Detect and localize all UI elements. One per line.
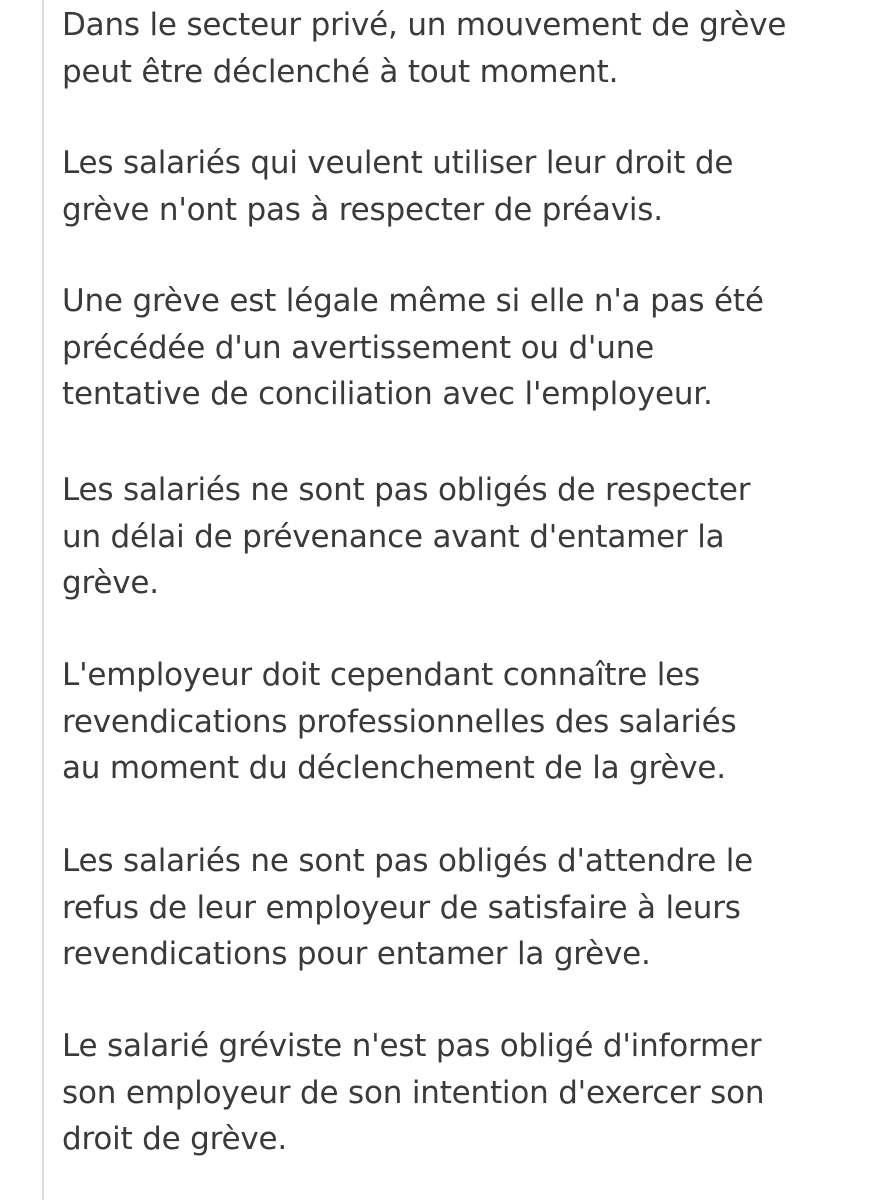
paragraph-no-notice [62,140,733,233]
text-line: son employeur de son intention d'exercer son [62,1074,765,1111]
text-line: revendications professionnelles des salariés [62,703,737,740]
text-line: Les salariés ne sont pas obligés de respecter [62,472,751,508]
left-border-rule [42,0,44,1200]
paragraph-no-delay [62,467,750,607]
text-line: L'employeur doit cependant connaître les [62,657,700,693]
paragraph-no-inform [62,1023,764,1163]
text-line: précédée d'un avertissement ou d'une [62,329,655,366]
text-line: au moment du déclenchement de la grève. [62,750,726,786]
text-line: Le salarié gréviste n'est pas obligé d'informer [62,1028,762,1064]
paragraph-no-wait-refusal [62,838,753,978]
text-line: grève n'ont pas à respecter de préavis. [62,191,663,228]
text-line: peut être déclenché à tout moment. [62,53,619,90]
text-line: Dans le secteur privé, un mouvement de grève [62,7,787,43]
paragraph-legal-strike [62,278,764,418]
text-line: refus de leur employeur de satisfaire à leurs [62,889,741,926]
text-line: grève. [62,565,159,601]
text-line: Les salariés ne sont pas obligés d'attendre le [62,843,754,879]
text-line: droit de grève. [62,1121,288,1157]
text-line: Les salariés qui veulent utiliser leur droit de [62,145,734,181]
text-line: tentative de conciliation avec l'employeur. [62,376,713,412]
paragraph-employer-knowledge [62,652,736,792]
paragraph-strike-anytime [62,2,786,95]
text-line: Une grève est légale même si elle n'a pas été [62,283,764,319]
text-line: un délai de prévenance avant d'entamer la [62,518,725,555]
text-line: revendications pour entamer la grève. [62,936,651,972]
